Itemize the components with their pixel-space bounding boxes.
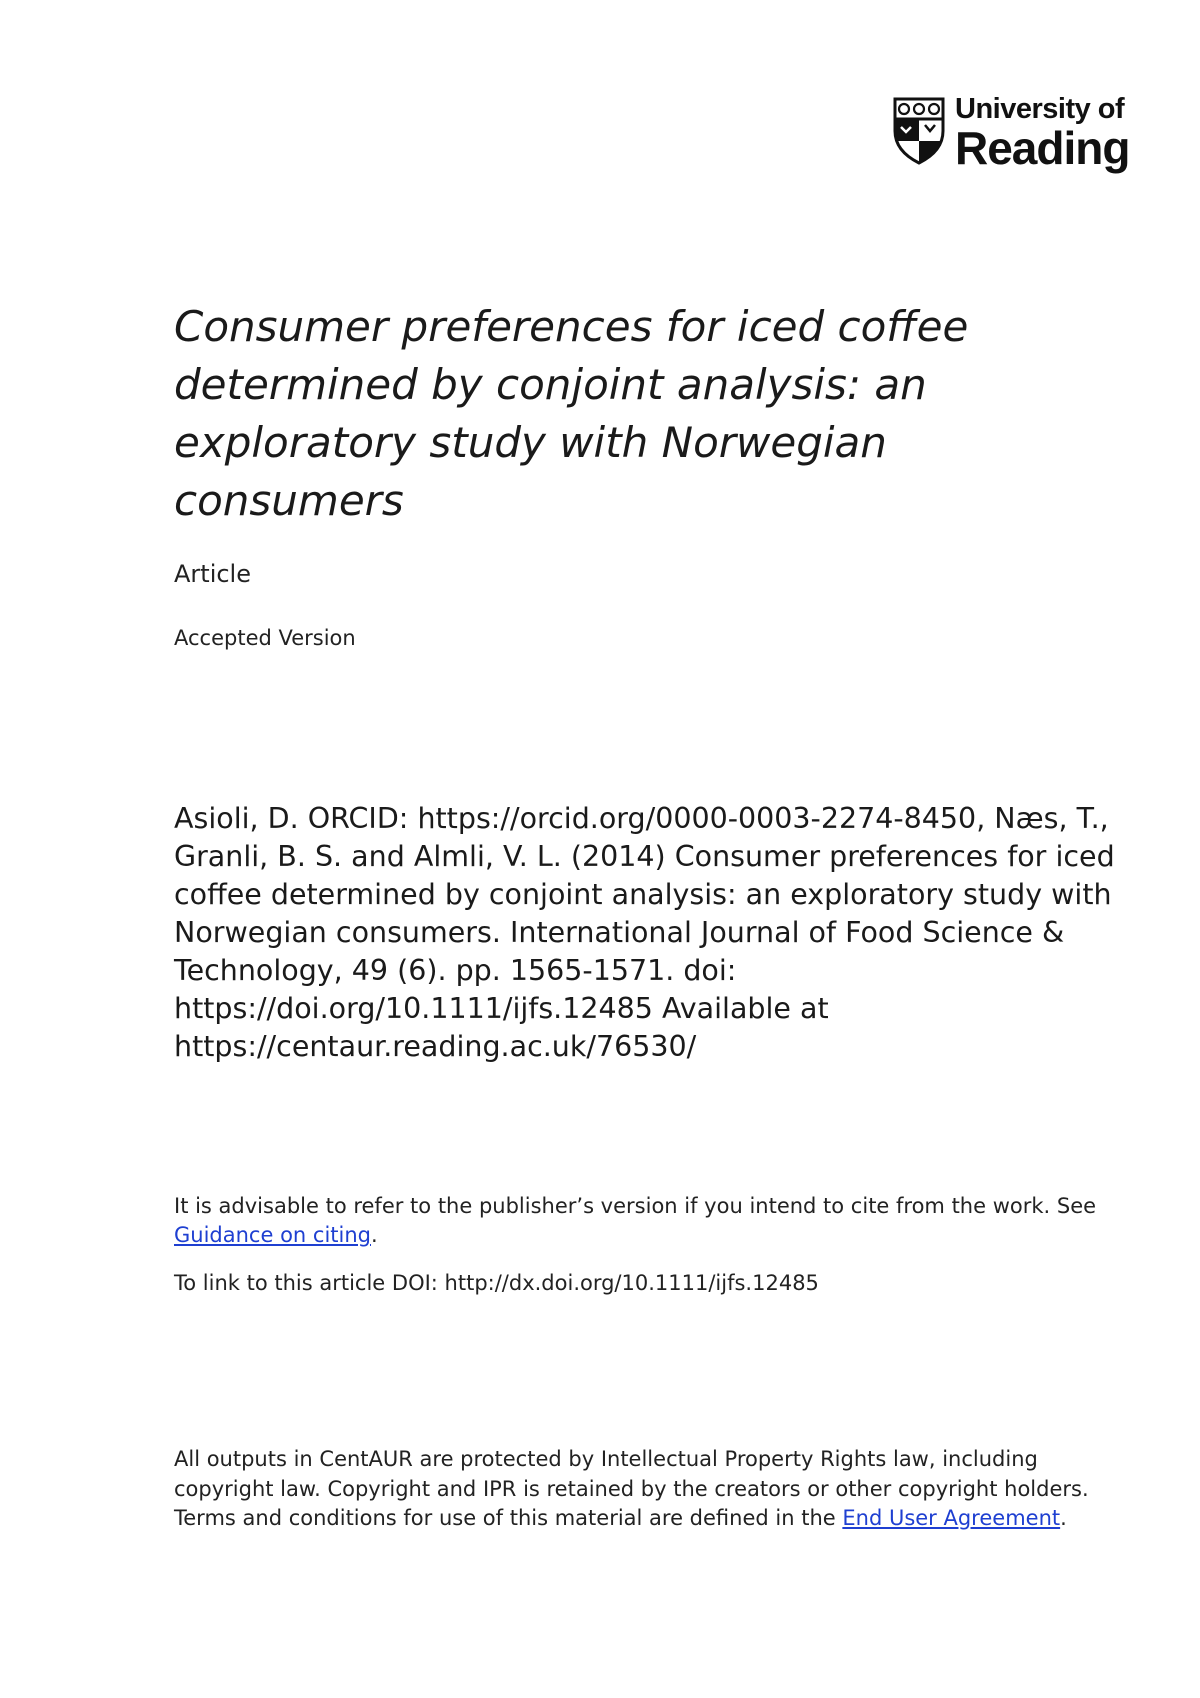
end-user-agreement-link[interactable]: End User Agreement <box>842 1506 1061 1530</box>
crest-icon <box>893 97 945 165</box>
citation-advisory <box>174 1192 1134 1250</box>
citation-text: Asioli, D. ORCID: https://orcid.org/0000-0003-2274-8450, Næs, T., Granli, B. S. and Almli, V. L. (2014) Consumer preferences for iced coffee determined by conjoint analysis: an exploratory study with Norwegian consumers. International Journal of Food Science & Technology, 49 (6). pp. 1565-1571. doi: https://doi.org/10.1111/ijfs.12485 Available at https://centaur.reading.ac.uk/76530/ <box>174 802 1115 1063</box>
rights-end: . <box>1060 1506 1067 1530</box>
guidance-on-citing-link[interactable]: Guidance on citing <box>174 1223 371 1247</box>
document-type: Article <box>174 560 251 588</box>
university-logo <box>893 93 1135 173</box>
doi-link-line: To link to this article DOI: http://dx.doi.org/10.1111/ijfs.12485 <box>174 1271 819 1295</box>
logo-text-line2: Reading <box>955 122 1130 174</box>
advisory-end: . <box>371 1223 378 1247</box>
logo-text-line1: University of <box>955 93 1125 125</box>
rights-notice <box>174 1445 1134 1534</box>
rights-text: All outputs in CentAUR are protected by Intellectual Property Rights law, including copyright law. Copyright and IPR is retained by the creators or other copyright holders. Terms and conditions for use of this material are defined in the <box>174 1447 1089 1530</box>
advisory-text: It is advisable to refer to the publisher’s version if you intend to cite from the work. See <box>174 1194 1097 1218</box>
document-version: Accepted Version <box>174 626 356 650</box>
article-title: Consumer preferences for iced coffee determined by conjoint analysis: an exploratory study with Norwegian consumers <box>174 302 969 525</box>
